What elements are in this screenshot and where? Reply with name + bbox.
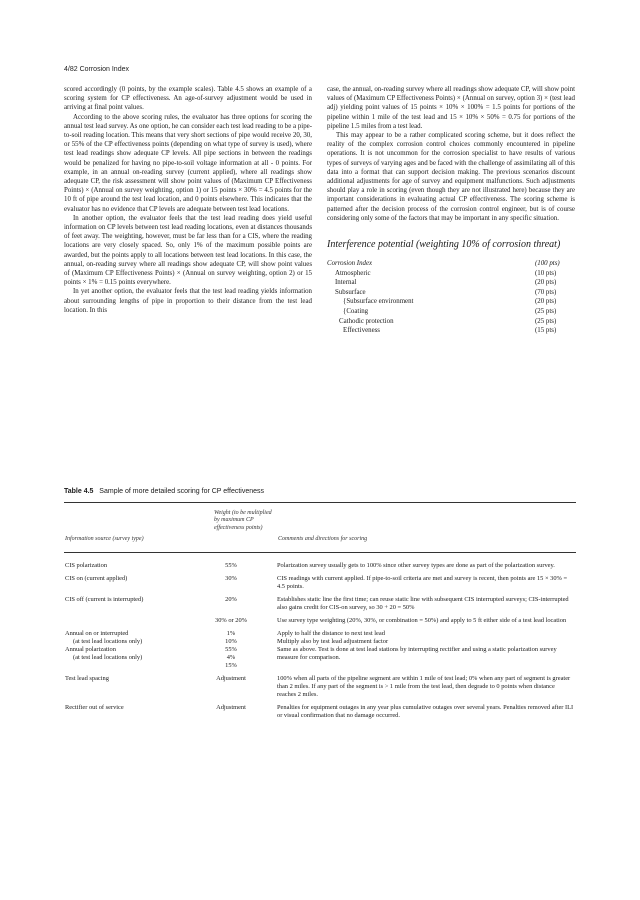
weight-line: 20% <box>225 596 237 603</box>
weight-line: 30% <box>225 575 237 582</box>
weight-line: 55% <box>225 646 237 653</box>
cell-source <box>64 596 185 612</box>
ci-label: {Coating <box>343 308 369 316</box>
ci-label: Corrosion Index <box>327 260 373 268</box>
source-line: CIS off (current is interrupted) <box>65 596 144 603</box>
ci-row <box>327 307 575 317</box>
source-line: Test lead spacing <box>65 675 109 682</box>
ci-value: (20 pts) <box>535 298 557 306</box>
header-col-comments: Comments and directions for scoring <box>278 536 368 542</box>
ci-value: (20 pts) <box>535 279 557 287</box>
table-row <box>64 596 576 612</box>
ci-label: {Subsurface environment <box>343 298 414 306</box>
corrosion-index-list <box>327 259 575 336</box>
comment-line: Same as above. Test is done at test lead stations by interrupting rectifier and using a static polarization survey measure for comparison. <box>277 646 557 661</box>
table-row <box>64 575 576 591</box>
cell-source <box>64 675 185 699</box>
cell-source <box>64 704 185 720</box>
cell-source <box>64 575 185 591</box>
table-header-rule <box>64 552 576 553</box>
ci-label: Effectiveness <box>343 327 380 335</box>
running-header: 4/82 Corrosion Index <box>64 66 129 73</box>
ci-value: (25 pts) <box>535 317 557 325</box>
source-line: CIS polarization <box>65 562 108 569</box>
ci-row <box>327 317 575 327</box>
source-line <box>65 617 185 625</box>
cell-comment <box>277 562 575 570</box>
paragraph: This may appear to be a rather complicated scoring scheme, but it does reflect the reality of the complex corrosion control choices commonly encountered in pipeline operations. It is not uncommon for the corrosion specialist to have results of various types of surveys of varying ages and be faced with the challenge of assimilating all of this data into a format that can support decision making. The previous scenarios discount additional adjustments for age of survey and equipment malfunctions. Such adjustments should play a role in scoring (even though they are not illustrated here) because they are important considerations in evaluating actual CP effectiveness. The scoring scheme is patterned after the decision process of the corrosion control engineer, but is of course considering only some of the factors that may be important in any specific situation. <box>327 132 575 222</box>
ci-value: (15 pts) <box>535 327 557 335</box>
paragraph: In yet another option, the evaluator feels that the test lead reading yields information about surrounding lengths of pipe in proportion to their distance from the test lead location. In this <box>64 288 312 314</box>
source-line: CIS on (current applied) <box>65 575 128 582</box>
header-col-weight: Weight (to be multiplied by maximum CP effectiveness points) <box>214 510 272 531</box>
ci-label: Atmospheric <box>335 269 371 277</box>
ci-row <box>327 288 575 298</box>
cell-weight <box>185 704 277 720</box>
cell-comment <box>277 630 575 670</box>
cell-weight <box>185 675 277 699</box>
table-row <box>64 675 576 699</box>
paragraph: In another option, the evaluator feels that the test lead reading does yield useful information on CP levels between test lead reading locations, even at distances thousands of feet away. The weighting, however, must be far less than for a CIS, where the reading locations are very closely spaced. So, only 1% of the maximum possible points are awarded, but the points apply to all locations between test lead locations. In this case, the annual, on-reading survey where all readings show adequate CP, will show point values of (Maximum CP Effectiveness Points) × (Annual on survey weighting, option 2) or 15 points × 1% = 0.15 points everywhere. <box>64 214 312 287</box>
source-line: Rectifier out of service <box>65 704 124 711</box>
comment-line: Use survey type weighting (20%, 30%, or combination = 50%) and apply to 5 ft either side of a test lead location <box>277 617 567 624</box>
cell-comment <box>277 596 575 612</box>
cell-source <box>64 617 185 625</box>
left-column <box>64 85 312 315</box>
ci-row <box>327 269 575 279</box>
table-body <box>64 562 576 725</box>
source-line: (at test lead locations only) <box>73 638 143 645</box>
section-title: Interference potential (weighting 10% of corrosion threat) <box>327 239 561 251</box>
table-caption <box>64 488 264 495</box>
table-number: Table 4.5 <box>64 488 94 495</box>
cell-source <box>64 630 185 670</box>
cell-source <box>64 562 185 570</box>
source-line: Annual polarization <box>65 646 116 653</box>
weight-line: 15% <box>225 662 237 669</box>
ci-row <box>327 297 575 307</box>
comment-line: CIS readings with current applied. If pipe-to-soil criteria are met and survey is recent, then points are 15 × 30% = 4.5 points. <box>277 575 568 590</box>
table-top-rule <box>64 502 576 503</box>
ci-label: Cathodic protection <box>339 317 394 325</box>
comment-line: 100% when all parts of the pipeline segment are within 1 mile of test lead; 0% when any part of segment is greater than 2 miles. If any part of the segment is > 1 mile from the test lead, then degrade to 0 points when distance reaches 2 miles. <box>277 675 571 698</box>
paragraph: scored accordingly (0 points, by the example scales). Table 4.5 shows an example of a scoring system for CP effectiveness. An age-of-survey adjustment would be used in arriving at final point values. <box>64 86 312 112</box>
cell-comment <box>277 704 575 720</box>
paragraph: According to the above scoring rules, the evaluator has three options for scoring the annual test lead survey. As one option, he can consider each test lead reading to be a pipe-to-soil reading location. This means that very short sections of pipe would receive 20, 30, or 55% of the CP effectiveness points (depending on what type of survey is used), where test lead readings show adequate CP levels. All pipe sections in between the readings would be penalized for having no pipe-to-soil voltage information at all - 0 points. For example, in an annual on-reading survey (current applied), where all readings show adequate CP, the risk assessment will show point values of (Maximum CP Effectiveness Points) × (Annual on survey weighting, option 1) or 15 points × 30% = 4.5 points for the 10 ft of pipe around the test lead location, and 0 points elsewhere. This indicates that the evaluator has no evidence that CP levels are adequate between test lead locations. <box>64 113 312 213</box>
weight-line: 55% <box>225 562 237 569</box>
paragraph: case, the annual, on-reading survey where all readings show adequate CP, will show point values of (Maximum CP Effectiveness Points) × (Annual on survey, option 3) × (test lead adj) yielding point values of 15 points × 10% × 100% = 1.5 points for portions of the pipeline within 1 mile of the test lead and 15 × 10% × 50% = 0.75 for portions of the pipeline 1.5 miles from a test lead. <box>327 86 575 130</box>
comment-line: Polarization survey usually gets to 100% since other survey types are done as part of the polarization survey. <box>277 562 555 569</box>
ci-label: Subsurface <box>335 288 366 296</box>
cell-weight <box>185 575 277 591</box>
cell-comment <box>277 617 575 625</box>
ci-value: (70 pts) <box>535 288 557 296</box>
header-col-source: Information source (survey type) <box>65 536 144 542</box>
cell-weight <box>185 596 277 612</box>
weight-line: 30% or 20% <box>215 617 247 624</box>
cell-weight <box>185 617 277 625</box>
comment-line: Multiply also by test lead adjustment factor <box>277 638 389 645</box>
ci-value: (100 pts) <box>535 260 560 268</box>
ci-value: (25 pts) <box>535 308 557 316</box>
comment-line: Apply to half the distance to next test lead <box>277 630 385 637</box>
weight-line: Adjustment <box>216 675 246 682</box>
weight-line: 10% <box>225 638 237 645</box>
table-row <box>64 562 576 570</box>
source-line: Annual on or interrupted <box>65 630 129 637</box>
weight-line: 1% <box>226 630 236 637</box>
cell-comment <box>277 675 575 699</box>
ci-value: (10 pts) <box>535 269 557 277</box>
comment-line: Penalties for equipment outages in any year plus cumulative outages over several years. Penalties removed after ILI or visual confirmation that no damage occurred. <box>277 704 574 719</box>
comment-line: Establishes static line the first time; can reuse static line with subsequent CIS interrupted surveys; CIS-interrupted also gains credit for CIS-on survey, so 30 + 20 = 50% <box>277 596 569 611</box>
cell-weight <box>185 630 277 670</box>
ci-row <box>327 278 575 288</box>
ci-label: Internal <box>335 279 357 287</box>
ci-row <box>327 259 575 269</box>
table-row <box>64 617 576 625</box>
table-row <box>64 704 576 720</box>
weight-line: Adjustment <box>216 704 246 711</box>
table-title: Sample of more detailed scoring for CP effectiveness <box>99 488 265 495</box>
table-row <box>64 630 576 670</box>
ci-row <box>327 326 575 336</box>
right-column <box>327 85 575 336</box>
source-line: (at test lead locations only) <box>73 654 143 661</box>
cell-weight <box>185 562 277 570</box>
cell-comment <box>277 575 575 591</box>
weight-line: 4% <box>226 654 236 661</box>
